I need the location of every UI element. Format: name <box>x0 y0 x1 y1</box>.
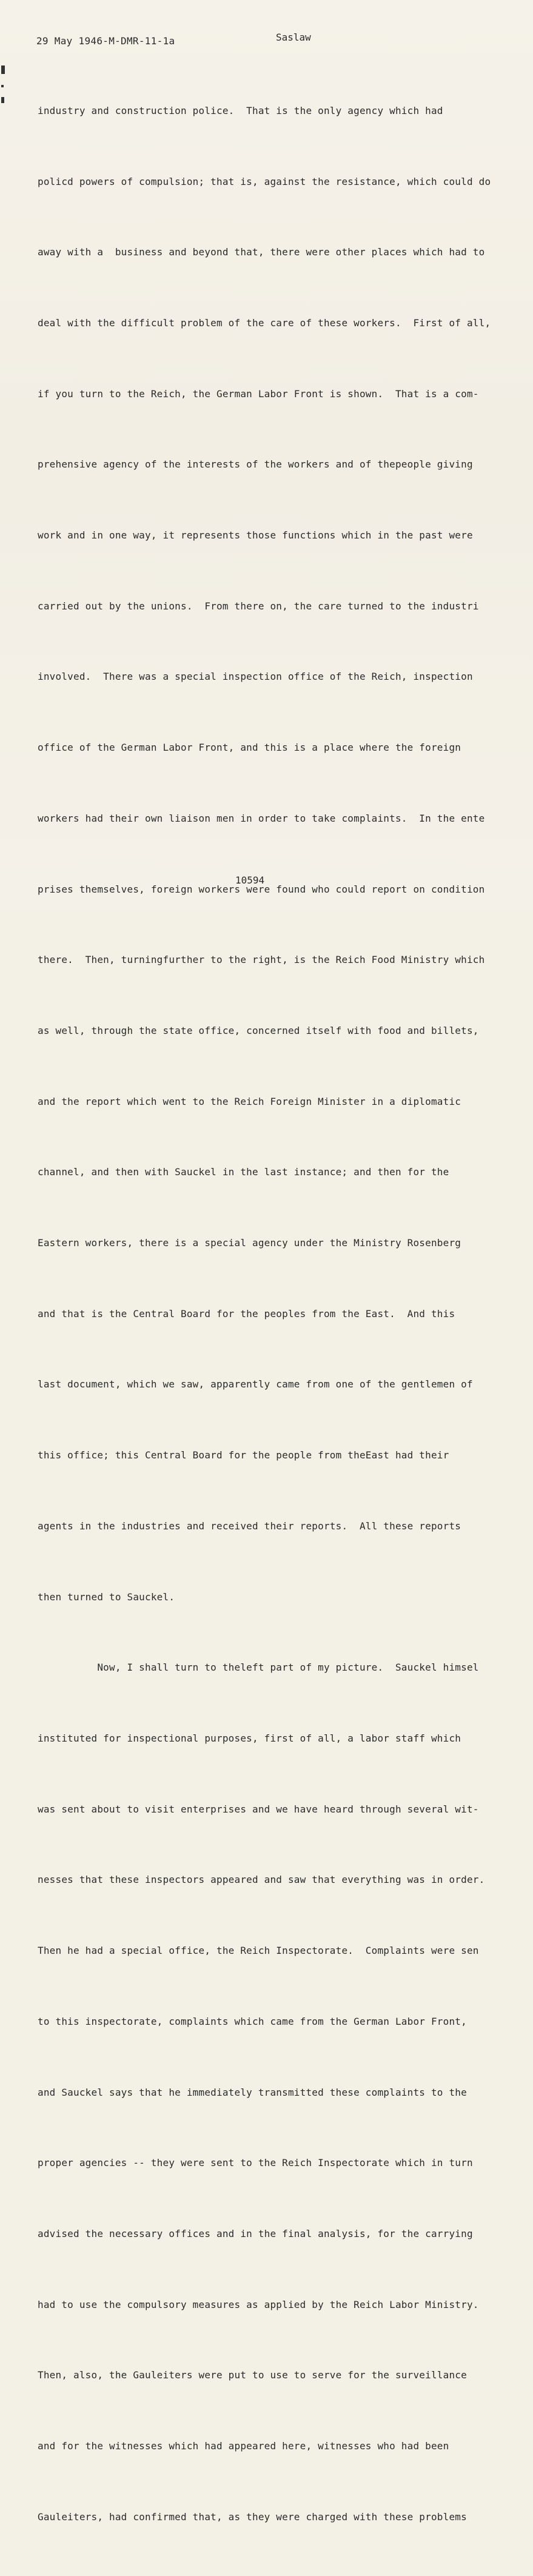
margin-mark <box>1 97 4 103</box>
paragraph-start-line: Now, I shall turn to theleft part of my picture. Sauckel himsel <box>38 1662 479 1674</box>
text-line: and for the witnesses which had appeared here, witnesses who had been <box>38 2440 449 2452</box>
text-line: and the report which went to the Reich Foreign Minister in a diplomatic <box>38 1095 461 1107</box>
text-line: then turned to Sauckel. <box>38 1591 175 1603</box>
page-header <box>36 32 497 50</box>
text-line: and Sauckel says that he immediately transmitted these complaints to the <box>38 2086 467 2098</box>
text-line: to this inspectorate, complaints which came from the German Labor Front, <box>38 2015 467 2027</box>
text-line: as well, through the state office, concerned itself with food and billets, <box>38 1024 479 1036</box>
text-line: policd powers of compulsion; that is, against the resistance, which could do <box>38 175 491 187</box>
text-line: instituted for inspectional purposes, first of all, a labor staff which <box>38 1732 461 1744</box>
margin-mark <box>1 65 5 74</box>
transcript-body <box>38 52 491 2576</box>
text-line: industry and construction police. That is the only agency which had <box>38 104 443 116</box>
text-line: prehensive agency of the interests of the workers and of thepeople giving <box>38 458 473 471</box>
text-line: involved. There was a special inspection office of the Reich, inspection <box>38 671 473 683</box>
text-line: Then he had a special office, the Reich Inspectorate. Complaints were sen <box>38 1945 479 1957</box>
text-line: this office; this Central Board for the people from theEast had their <box>38 1449 449 1461</box>
text-line: proper agencies -- they were sent to the Reich Inspectorate which in turn <box>38 2157 473 2169</box>
text-line: Gauleiters, had confirmed that, as they were charged with these problems <box>38 2511 467 2523</box>
margin-mark <box>1 85 4 87</box>
text-line: deal with the difficult problem of the care of these workers. First of all, <box>38 317 491 329</box>
text-line: had to use the compulsory measures as applied by the Reich Labor Ministry. <box>38 2298 479 2310</box>
text-line: workers had their own liaison men in order to take complaints. In the ente <box>38 812 485 824</box>
text-line: there. Then, turningfurther to the right, is the Reich Food Ministry which <box>38 954 485 966</box>
text-line: work and in one way, it represents those functions which in the past were <box>38 529 473 542</box>
text-line: Then, also, the Gauleiters were put to use to serve for the surveillance <box>38 2369 467 2381</box>
text-line: away with a business and beyond that, there were other places which had to <box>38 246 485 258</box>
speaker-name: Saslaw <box>276 32 311 43</box>
text-line: nesses that these inspectors appeared and saw that everything was in order. <box>38 1874 485 1886</box>
text-line: Eastern workers, there is a special agency under the Ministry Rosenberg <box>38 1237 461 1249</box>
text-line: advised the necessary offices and in the final analysis, for the carrying <box>38 2227 473 2239</box>
text-line: and that is the Central Board for the peoples from the East. And this <box>38 1307 455 1320</box>
text-line: office of the German Labor Front, and this is a place where the foreign <box>38 742 461 754</box>
text-line: was sent about to visit enterprises and we have heard through several wit- <box>38 1803 479 1815</box>
text-line: channel, and then with Sauckel in the last instance; and then for the <box>38 1166 449 1178</box>
text-line: if you turn to the Reich, the German Labor Front is shown. That is a com- <box>38 387 479 400</box>
page-number: 10594 <box>235 874 265 886</box>
text-line: prises themselves, foreign workers were found who could report on condition <box>38 883 485 895</box>
text-line: last document, which we saw, apparently came from one of the gentlemen of <box>38 1378 473 1390</box>
transcript-reference: 29 May 1946-M-DMR-11-1a <box>36 35 175 47</box>
text-line: carried out by the unions. From there on, the care turned to the industri <box>38 600 479 612</box>
text-line: agents in the industries and received their reports. All these reports <box>38 1520 461 1532</box>
